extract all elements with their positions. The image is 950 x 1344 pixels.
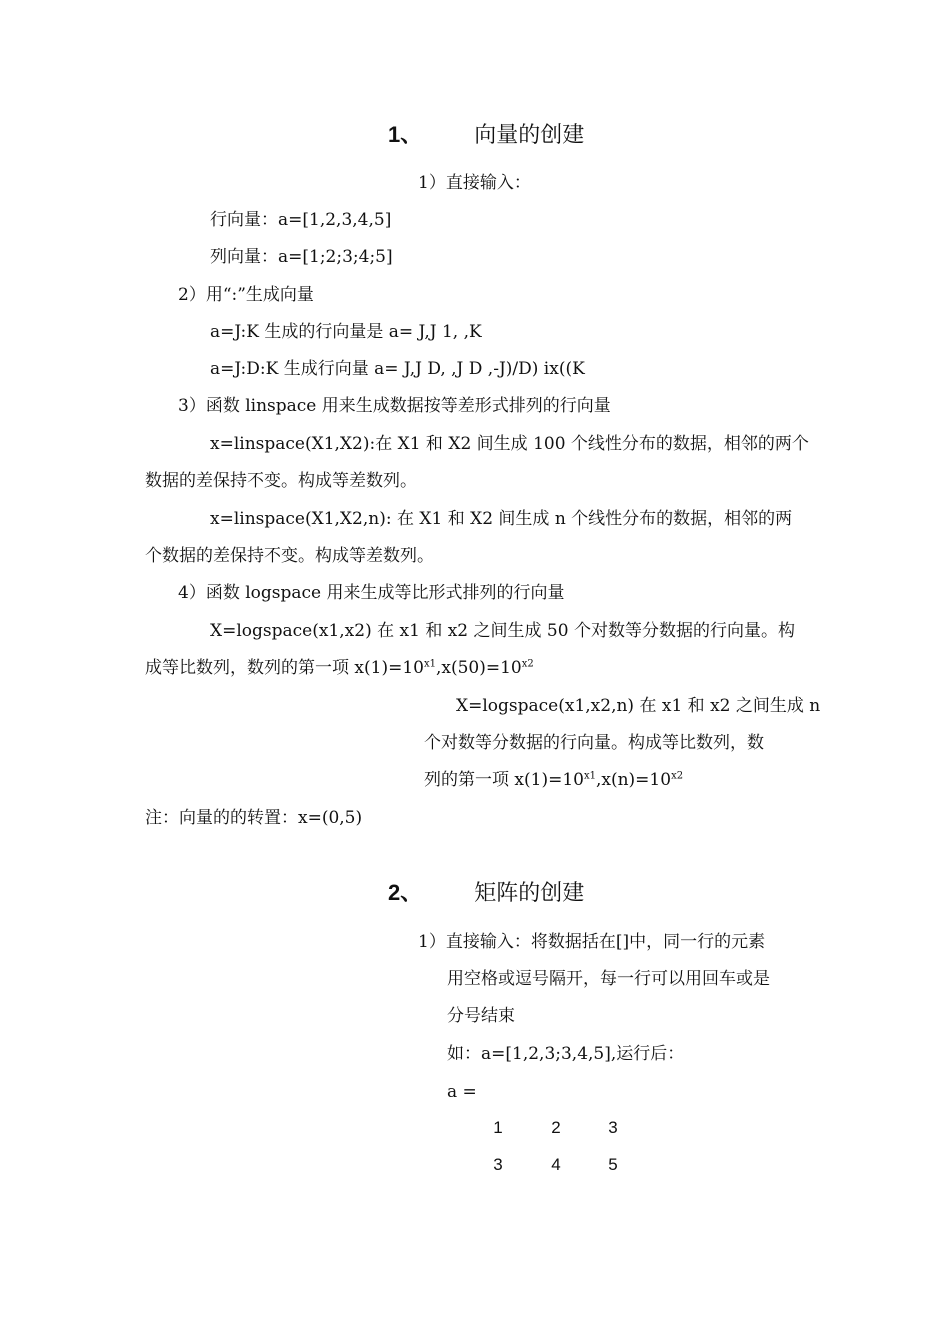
row-vector-line: 行向量：a=[1,2,3,4,5] (210, 210, 392, 230)
section-1-number: 1、 (388, 122, 423, 147)
matrix-cell: 3 (608, 1118, 618, 1137)
logspace-p1-line1: X=logspace(x1,x2) 在 x1 和 x2 之间生成 50 个对数等分数据的行向量。构 (210, 621, 795, 641)
matrix-cell: 2 (551, 1118, 561, 1137)
matrix-cell: 1 (493, 1118, 503, 1137)
logspace-p2-line3 (424, 769, 683, 791)
matrix-item-1-line2: 用空格或逗号隔开，每一行可以用回车或是 (447, 969, 770, 989)
section-2-number: 2、 (388, 880, 423, 905)
superscript: x2 (671, 770, 684, 782)
linspace-p1-line1: x=linspace(X1,X2):在 X1 和 X2 间生成 100 个线性分布的数据，相邻的两个 (210, 434, 809, 454)
superscript: x2 (521, 658, 534, 670)
matrix-cell: 4 (551, 1155, 561, 1174)
matrix-item-1-line1: 1）直接输入：将数据括在[]中，同一行的元素 (418, 932, 766, 952)
superscript: x1 (423, 658, 436, 670)
matrix-result-label: a = (447, 1082, 477, 1102)
linspace-p2-line2: 个数据的差保持不变。构成等差数列。 (145, 546, 434, 566)
column-vector-line: 列向量：a=[1;2;3;4;5] (210, 247, 393, 267)
logspace-p2-mid: ,x(n)=10 (595, 770, 672, 790)
superscript: x1 (583, 770, 596, 782)
matrix-cell: 3 (493, 1155, 503, 1174)
item-3-label: 3）函数 linspace 用来生成数据按等差形式排列的行向量 (178, 396, 611, 416)
item-1-label: 1）直接输入： (418, 173, 531, 193)
section-2-title: 矩阵的创建 (474, 881, 585, 906)
section-1-title: 向量的创建 (474, 123, 585, 148)
linspace-p2-line1: x=linspace(X1,X2,n): 在 X1 和 X2 间生成 n 个线性分布的数据，相邻的两 (210, 509, 793, 529)
matrix-cell: 5 (608, 1155, 618, 1174)
logspace-p2-text: 列的第一项 x(1)=10 (424, 770, 584, 790)
section-1-heading (388, 121, 584, 150)
colon-line-1: a=J:K 生成的行向量是 a= J,J 1, ,K (210, 322, 482, 342)
linspace-p1-line2: 数据的差保持不变。构成等差数列。 (145, 471, 417, 491)
logspace-p1-text: 成等比数列，数列的第一项 x(1)=10 (145, 658, 424, 678)
logspace-p1-mid: ,x(50)=10 (435, 658, 522, 678)
section-2-heading (388, 879, 584, 908)
matrix-example: 如：a=[1,2,3;3,4,5],运行后： (447, 1044, 685, 1064)
matrix-item-1-line3: 分号结束 (447, 1006, 515, 1026)
item-4-label: 4）函数 logspace 用来生成等比形式排列的行向量 (178, 583, 565, 603)
logspace-p2-line2: 个对数等分数据的行向量。构成等比数列，数 (424, 733, 764, 753)
logspace-p1-line2 (145, 657, 534, 679)
transpose-note: 注：向量的的转置：x=(0,5) (145, 808, 363, 828)
colon-line-2: a=J:D:K 生成行向量 a= J,J D, ,J D ,-J)/D) ix((K (210, 359, 585, 379)
logspace-p2-line1: X=logspace(x1,x2,n) 在 x1 和 x2 之间生成 n (456, 696, 821, 716)
item-2-label: 2）用“:”生成向量 (178, 285, 314, 305)
